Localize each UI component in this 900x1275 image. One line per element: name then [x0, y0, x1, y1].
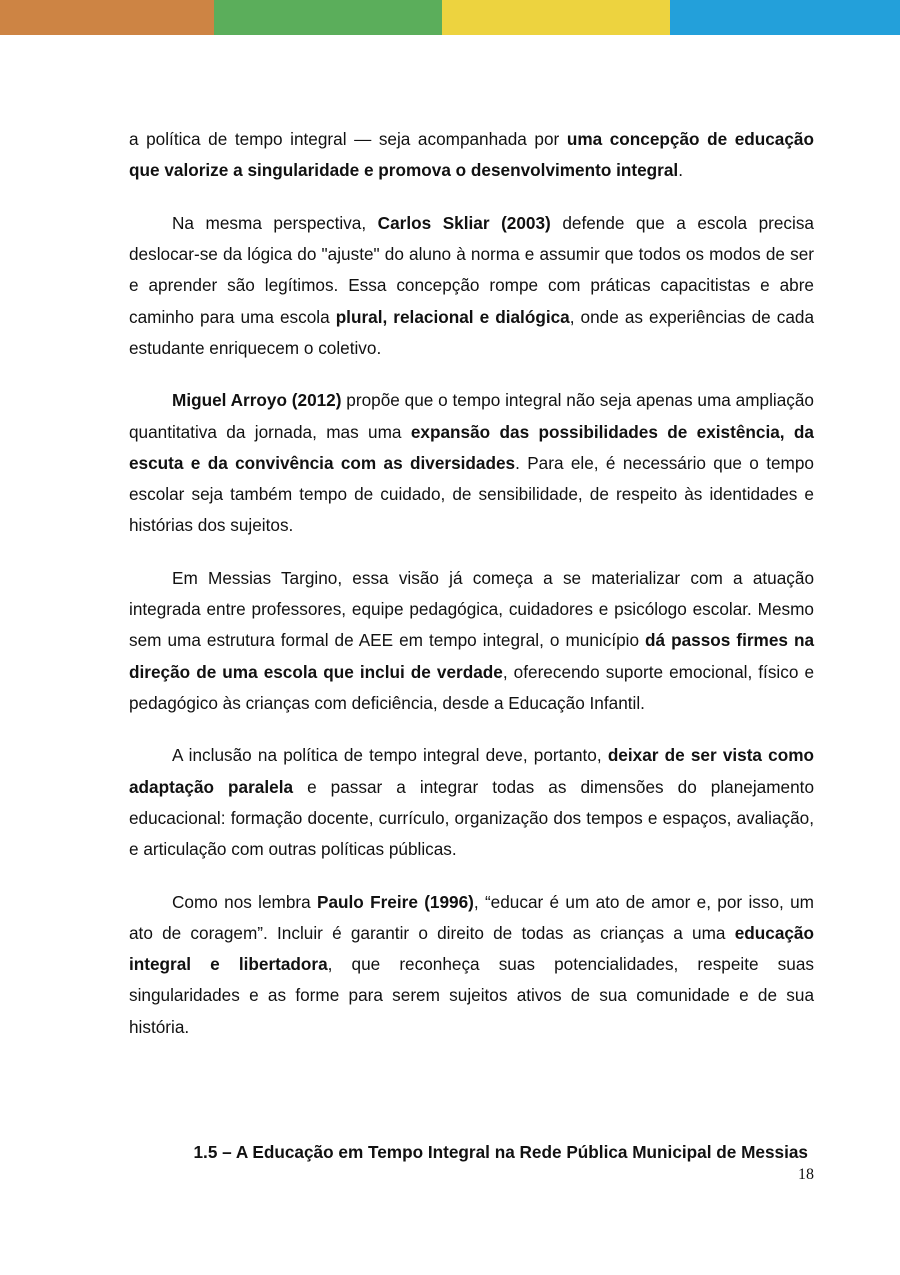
- section-heading: 1.5 – A Educação em Tempo Integral na Rede Pública Municipal de Messias: [193, 1142, 808, 1162]
- text-run: Como nos lembra: [172, 891, 318, 912]
- paragraph: [129, 124, 814, 186]
- color-segment-yellow: [442, 0, 670, 35]
- text-run: A inclusão na política de tempo integral deve, portanto,: [172, 745, 608, 766]
- text-run: a política de tempo integral — seja acompanhada por: [129, 129, 567, 149]
- bold-text: dá passos firmes na direção de uma escola que inclui de verdade: [129, 630, 815, 682]
- color-segment-green: [214, 0, 442, 35]
- body-text: [129, 124, 814, 1064]
- paragraph: [129, 887, 814, 1043]
- text-run: , que reconheça suas potencialidades, respeite suas singularidades e as forme para serem sujeitos ativos de sua comunidade e de sua história.: [129, 954, 814, 1037]
- text-run: e passar a integrar todas as dimensões do planejamento educacional: formação docente, currículo, organização dos tempos e espaços, avaliação, e articulação com outras políticas públicas.: [129, 776, 815, 860]
- color-segment-blue: [670, 0, 900, 35]
- text-run: Na mesma perspectiva,: [172, 212, 378, 233]
- text-run: propõe que o tempo integral não seja apenas uma ampliação quantitativa da jornada, mas uma: [129, 390, 814, 442]
- bold-text: deixar de ser vista como adaptação paralela: [129, 745, 814, 797]
- text-run: . Para ele, é necessário que o tempo escolar seja também tempo de cuidado, de sensibilidade, de respeito às identidades e histórias dos sujeitos.: [129, 452, 814, 536]
- text-run: , “educar é um ato de amor e, por isso, um ato de coragem”. Incluir é garantir o direito de todas as crianças a uma: [129, 891, 814, 943]
- text-run: , onde as experiências de cada estudante enriquecem o coletivo.: [129, 306, 815, 358]
- bold-text: Carlos Skliar (2003): [377, 212, 551, 233]
- bold-text: Paulo Freire (1996): [317, 891, 474, 912]
- text-run: defende que a escola precisa deslocar-se da lógica do "ajuste" do aluno à norma e assumir que todos os modos de ser e aprender são legítimos. Essa concepção rompe com práticas capacitistas e abre caminho para uma escola: [129, 212, 814, 327]
- text-run: , oferecendo suporte emocional, físico e pedagógico às crianças com deficiência, desde a Educação Infantil.: [129, 661, 815, 713]
- paragraph: [129, 208, 814, 364]
- bold-text: uma concepção de educação que valorize a singularidade e promova o desenvolvimento integral: [129, 129, 814, 181]
- bold-text: plural, relacional e dialógica: [335, 306, 570, 327]
- text-run: .: [678, 160, 683, 181]
- paragraph: [129, 563, 814, 719]
- bold-text: educação integral e libertadora: [129, 922, 814, 975]
- paragraph: [129, 740, 814, 865]
- text-run: Em Messias Targino, essa visão já começa a se materializar com a atuação integrada entre professores, equipe pedagógica, cuidadores e psicólogo escolar. Mesmo sem uma estrutura formal de AEE em tempo integral, o município: [129, 567, 814, 651]
- bold-text: expansão das possibilidades de existência, da escuta e da convivência com as diversidades: [129, 421, 814, 473]
- page-number: 18: [798, 1166, 814, 1183]
- paragraph: [129, 385, 814, 541]
- color-segment-orange: [0, 0, 214, 35]
- bold-text: Miguel Arroyo (2012): [172, 390, 342, 411]
- header-color-bar: [0, 0, 900, 35]
